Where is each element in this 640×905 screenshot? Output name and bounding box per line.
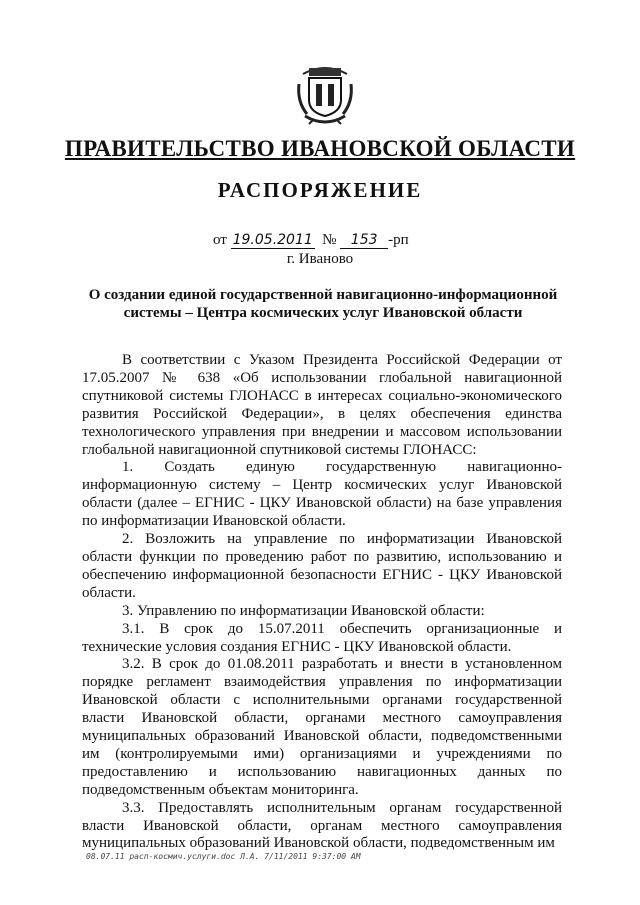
document-type: РАСПОРЯЖЕНИЕ — [217, 178, 423, 202]
item-3-1-paragraph: 3.1. В срок до 15.07.2011 обеспечить организационные и технические условия создания ЕГНИС - ЦКУ Ивановской области. — [82, 620, 562, 655]
document-title: О создании единой государственной навигационно-информационной системы – Центра космических услуг Ивановской области — [88, 287, 558, 321]
preamble-paragraph: В соответствии с Указом Президента Российской Федерации от 17.05.2007 № 638 «Об использовании глобальной навигационной спутниковой системы ГЛОНАСС в интересах социально-экономического развития Российской Федерации», в целях обеспечения единства технологического управления при внедрении и массовом использовании глобальной навигационной спутниковой системы ГЛОНАСС: — [82, 352, 562, 458]
item-1-paragraph: 1. Создать единую государственную навигационно-информационную систему – Центр космических услуг Ивановской области (далее – ЕГНИС - ЦКУ Ивановской области) на базе управления по информатизации Ивановской области. — [82, 459, 562, 530]
number-label: № — [322, 232, 337, 248]
item-3-3-paragraph: 3.3. Предоставлять исполнительным органам государственной власти Ивановской области, органам местного самоуправления муниципальных образований Ивановской области, подведомственным им — [82, 799, 562, 852]
organization-name: ПРАВИТЕЛЬСТВО ИВАНОВСКОЙ ОБЛАСТИ — [64, 136, 576, 161]
from-label: от — [213, 232, 227, 248]
document-date: 19.05.2011 — [232, 232, 313, 248]
date-number-line — [213, 232, 409, 249]
file-footer: 08.07.11 расп-космич.услуги.doc Л.А. 7/11/2011 9:37:00 AM — [86, 852, 361, 861]
number-suffix: -рп — [388, 232, 409, 248]
item-3-paragraph: 3. Управлению по информатизации Ивановской области: — [122, 602, 485, 619]
city: г. Иваново — [286, 251, 354, 267]
document-number: 153 — [340, 232, 388, 249]
item-3-2-paragraph: 3.2. В срок до 01.08.2011 разработать и внести в установленном порядке регламент взаимодействия управления по информатизации Ивановской области с исполнительными органами государственной власти Ивановской области, органами местного самоуправления муниципальных образований Ивановской области, подведомственными им (контролируемыми ими) организациями и учреждениями по предоставлению и использованию навигационных данных по подведомственным объектам мониторинга. — [82, 656, 562, 798]
document-body — [82, 352, 562, 853]
coat-of-arms-emblem — [295, 60, 355, 126]
item-2-paragraph: 2. Возложить на управление по информатизации Ивановской области функции по проведению работ по развитию, использованию и обеспечению информационной безопасности ЕГНИС - ЦКУ Ивановской области. — [82, 531, 562, 601]
